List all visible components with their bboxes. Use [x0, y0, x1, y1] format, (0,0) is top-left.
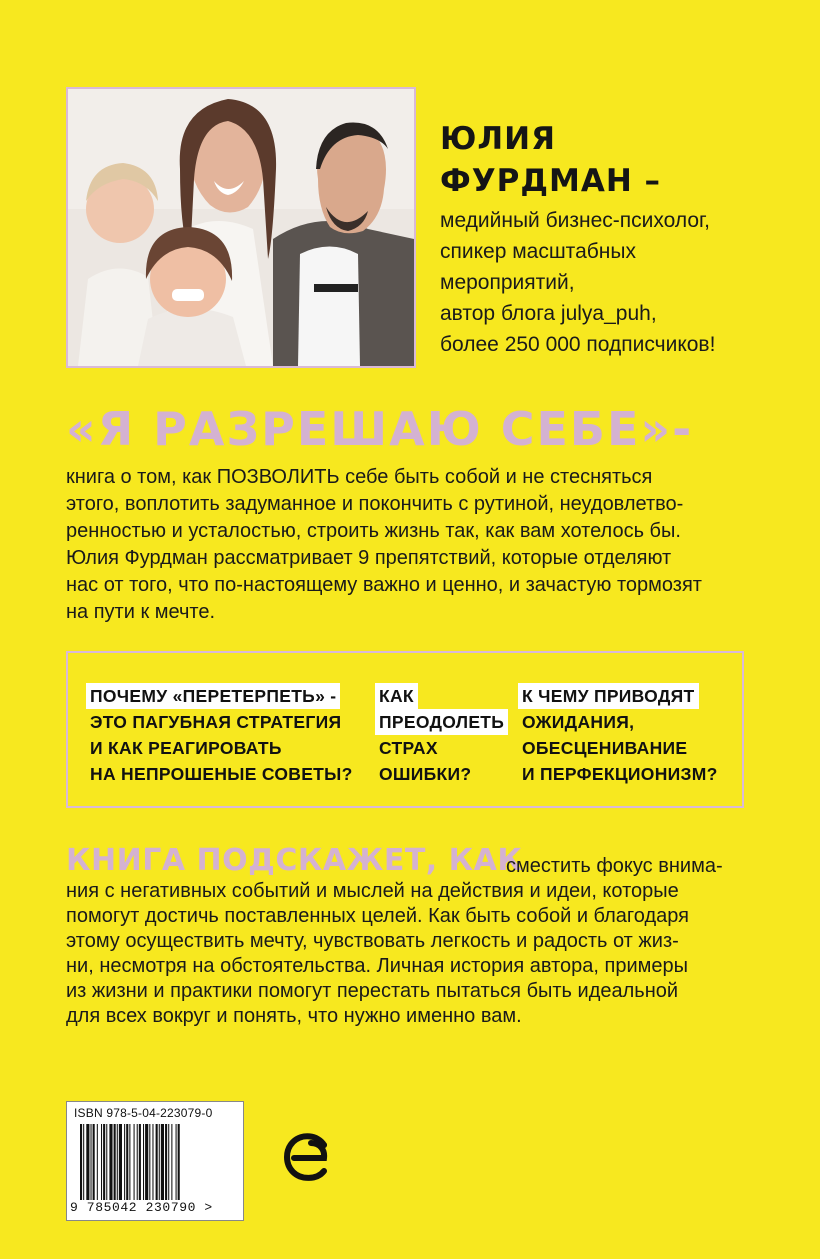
- question-line: ПРЕОДОЛЕТЬ: [375, 709, 508, 735]
- question-fear-of-mistakes: [379, 683, 508, 787]
- question-line: И ПЕРФЕКЦИОНИЗМ?: [522, 764, 718, 784]
- hint-line: помогут достичь поставленных целей. Как быть собой и благодаря: [66, 905, 689, 927]
- intro-line: Юлия Фурдман рассматривает 9 препятствий, которые отделяют: [66, 547, 672, 569]
- author-desc-line: автор блога julya_puh,: [440, 302, 657, 325]
- author-first-name: ЮЛИЯ: [440, 121, 556, 157]
- barcode-image: [80, 1124, 232, 1200]
- intro-line: книга о том, как ПОЗВОЛИТЬ себе быть собой и не стесняться: [66, 466, 653, 488]
- author-desc-line: медийный бизнес-психолог,: [440, 209, 710, 232]
- hint-line: ни, несмотря на обстоятельства. Личная история автора, примеры: [66, 955, 689, 977]
- author-block: [440, 118, 800, 360]
- intro-line: этого, воплотить задуманное и покончить с рутиной, неудовлетво-: [66, 493, 684, 515]
- question-expectations: [522, 683, 718, 787]
- isbn-barcode-box: [66, 1101, 244, 1221]
- question-line: ЭТО ПАГУБНАЯ СТРАТЕГИЯ: [90, 712, 342, 732]
- question-line: КАК: [375, 683, 418, 709]
- book-hint-label: КНИГА ПОДСКАЖЕТ, КАК: [66, 843, 523, 878]
- question-line: И КАК РЕАГИРОВАТЬ: [90, 738, 282, 758]
- intro-line: нас от того, что по-настоящему важно и ценно, и зачастую тормозят: [66, 574, 702, 596]
- author-desc-line: мероприятий,: [440, 271, 575, 294]
- question-line: К ЧЕМУ ПРИВОДЯТ: [518, 683, 699, 709]
- author-last-name: ФУРДМАН –: [440, 163, 662, 199]
- eksmo-logo-icon: [284, 1131, 332, 1183]
- author-desc-line: более 250 000 подписчиков!: [440, 333, 716, 356]
- intro-line: ренностью и усталостью, строить жизнь так, как вам хотелось бы.: [66, 520, 681, 542]
- author-family-photo: [66, 87, 416, 368]
- hint-line: этому осуществить мечту, чувствовать легкость и радость от жиз-: [66, 930, 679, 952]
- question-line: ПОЧЕМУ «ПЕРЕТЕРПЕТЬ» -: [86, 683, 340, 709]
- book-title: «Я РАЗРЕШАЮ СЕБЕ»-: [66, 402, 694, 456]
- author-name: [440, 118, 800, 202]
- question-line: СТРАХ: [379, 738, 438, 758]
- hint-line: ния с негативных событий и мыслей на действия и идеи, которые: [66, 880, 679, 902]
- barcode-digits: 9 785042 230790 >: [70, 1200, 213, 1215]
- hint-line: сместить фокус внима-: [506, 855, 723, 877]
- author-description: [440, 205, 800, 360]
- questions-box: [66, 651, 744, 808]
- question-line: ОЖИДАНИЯ,: [522, 712, 635, 732]
- question-perseverance: [90, 683, 353, 787]
- intro-paragraph: [66, 464, 766, 626]
- question-line: НА НЕПРОШЕНЫЕ СОВЕТЫ?: [90, 764, 353, 784]
- isbn-label: ISBN 978-5-04-223079-0: [74, 1106, 213, 1120]
- hint-line: для всех вокруг и понять, что нужно именно вам.: [66, 1005, 522, 1027]
- question-line: ОШИБКИ?: [379, 764, 472, 784]
- intro-line: на пути к мечте.: [66, 601, 215, 623]
- hint-line: из жизни и практики помогут перестать пытаться быть идеальной: [66, 980, 679, 1002]
- question-line: ОБЕСЦЕНИВАНИЕ: [522, 738, 688, 758]
- author-desc-line: спикер масштабных: [440, 240, 636, 263]
